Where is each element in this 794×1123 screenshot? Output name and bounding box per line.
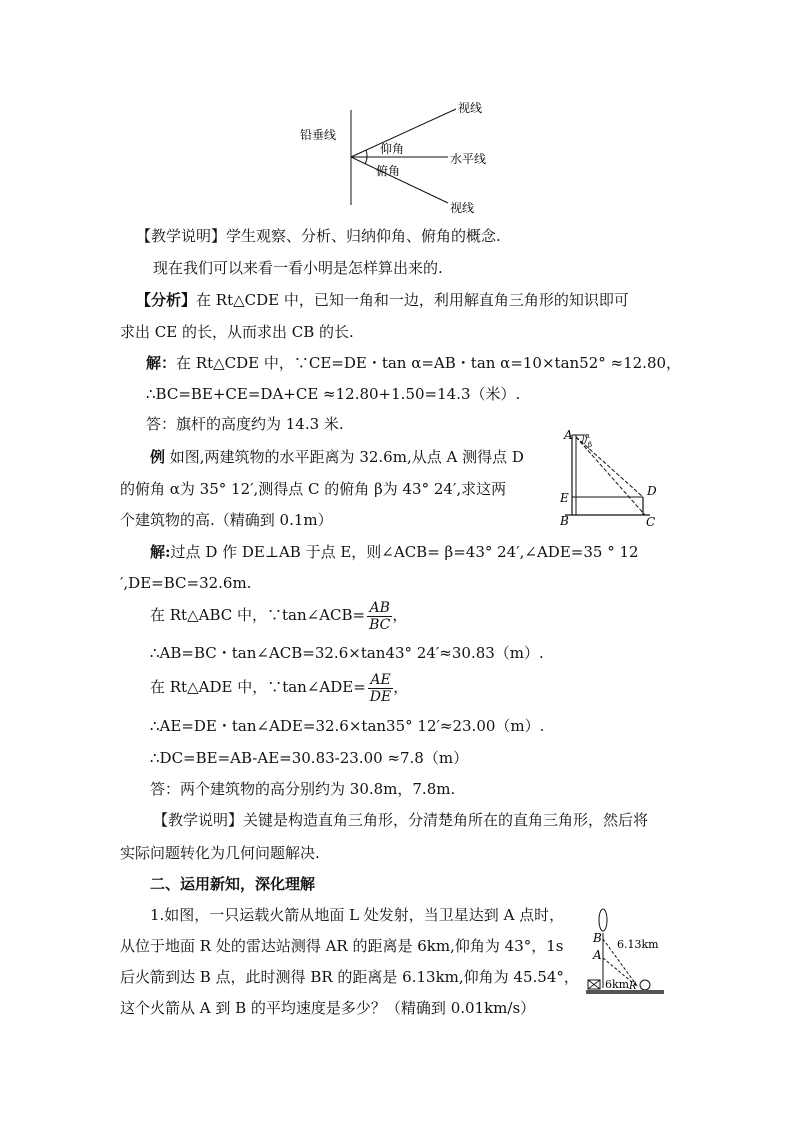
fraction-denominator: BC <box>369 616 391 633</box>
transition-text: 现在我们可以来看一看小明是怎样算出来的. <box>153 259 443 277</box>
beta-label: β <box>588 441 593 449</box>
distance-br-label: 6.13km <box>617 938 659 951</box>
angle-concept-diagram <box>290 95 510 220</box>
fraction-numerator: AE <box>368 672 393 689</box>
example-line-2: 的俯角 α为 35° 12′,测得点 C 的俯角 β为 43° 24′,求这两 <box>120 480 507 498</box>
point-r-label: R <box>629 981 637 992</box>
teaching-note-1 <box>136 226 501 246</box>
teaching-note-bracket: 【教学说明】 <box>136 227 227 245</box>
example-line-3: 个建筑物的高.（精确到 0.1m） <box>120 511 333 529</box>
fraction-ab-bc <box>367 600 392 633</box>
radar-icon <box>640 980 650 990</box>
solution2-line-6: ∴AE=DE・tan∠ADE=32.6×tan35° 12′≈23.00（m）. <box>150 717 545 735</box>
rocket-radar-diagram <box>583 905 673 1008</box>
analysis-line-2: 求出 CE 的长，从而求出 CB 的长. <box>120 323 354 341</box>
fraction-numerator: AB <box>367 600 392 617</box>
solution1-line-2: ∴BC=BE+CE=DA+CE ≈12.80+1.50=14.3（米）. <box>146 385 521 403</box>
solution2-answer: 答：两个建筑物的高分别约为 30.8m，7.8m. <box>150 780 456 798</box>
analysis-text-1: 在 Rt△CDE 中，已知一角和一边，利用解直角三角形的知识即可 <box>196 291 629 309</box>
problem1-line-2: 从位于地面 R 处的雷达站测得 AR 的距离是 6km,仰角为 43°，1s <box>120 937 564 955</box>
comma: ， <box>392 606 408 624</box>
solution1-text-1: 在 Rt△CDE 中，∵CE=DE・tan α=AB・tan α=10×tan52° ≈12.80， <box>176 354 682 372</box>
point-b-label: B <box>560 514 569 528</box>
point-c-label: C <box>646 515 656 529</box>
solution2-line-4: ∴AB=BC・tan∠ACB=32.6×tan43° 24′≈30.83（m）. <box>150 644 544 662</box>
solution1-answer: 答：旗杆的高度约为 14.3 米. <box>146 415 344 433</box>
fraction-ae-de <box>368 672 393 705</box>
depression-label: 俯角 <box>376 164 401 178</box>
point-b-label: B <box>593 931 602 945</box>
point-d-label: D <box>647 484 657 498</box>
teaching-note-2-line-2: 实际问题转化为几何问题解决. <box>120 844 320 862</box>
rocket-icon <box>599 909 607 931</box>
solution2-text-1: 过点 D 作 DE⊥AB 于点 E，则∠ACB= β=43° 24′,∠ADE=35 ° 12 <box>170 543 639 561</box>
example-text-1: 如图,两建筑物的水平距离为 32.6m,从点 A 测得点 D <box>165 448 524 466</box>
analysis-line-1 <box>136 290 629 310</box>
solution1-line-1 <box>146 353 681 373</box>
tan-acb-text: 在 Rt△ABC 中，∵tan∠ACB= <box>150 606 366 624</box>
distance-ar-label: 6km <box>605 978 630 991</box>
teaching-note-text-1: 关键是构造直角三角形，分清楚角所在的直角三角形，然后将 <box>243 811 649 829</box>
solution2-line-7: ∴DC=BE=AB-AE=30.83-23.00 ≈7.8（m） <box>150 749 469 767</box>
solution2-line-1 <box>150 542 639 562</box>
vertical-label: 铅垂线 <box>300 128 337 142</box>
sight-bottom-label: 视线 <box>450 201 475 215</box>
buildings-diagram <box>555 425 665 533</box>
comma: ， <box>393 678 409 696</box>
example-label: 例 <box>150 448 166 466</box>
problem1-line-3: 后火箭到达 B 点，此时测得 BR 的距离是 6.13km,仰角为 45.54°， <box>120 968 579 986</box>
teaching-note-text: 学生观察、分析、归纳仰角、俯角的概念. <box>226 227 501 245</box>
point-e-label: E <box>560 491 569 505</box>
solution2-line-2: ′,DE=BC=32.6m. <box>120 574 252 592</box>
solution2-line-3 <box>150 598 407 633</box>
problem1-line-1: 1.如图，一只运载火箭从地面 L 处发射，当卫星达到 A 点时， <box>150 906 565 924</box>
point-a-label: A <box>593 948 602 962</box>
sight-ad <box>576 437 643 497</box>
point-a-label: A <box>564 428 573 442</box>
section-heading: 二、运用新知，深化理解 <box>150 875 316 893</box>
example-line-1 <box>150 447 524 467</box>
solution2-line-5 <box>150 670 408 705</box>
analysis-bracket: 【分析】 <box>136 291 197 309</box>
sight-top-label: 视线 <box>458 101 483 115</box>
solution1-label: 解： <box>146 354 177 372</box>
teaching-note-bracket: 【教学说明】 <box>153 811 244 829</box>
fraction-denominator: DE <box>369 688 392 705</box>
tan-ade-text: 在 Rt△ADE 中，∵tan∠ADE= <box>150 678 366 696</box>
teaching-note-2-line-1 <box>153 810 648 830</box>
alpha-label: α <box>585 432 590 440</box>
elevation-arc <box>366 150 367 157</box>
horizontal-label: 水平线 <box>450 152 487 166</box>
problem1-line-4: 这个火箭从 A 到 B 的平均速度是多少？（精确到 0.01km/s） <box>120 999 536 1017</box>
elevation-label: 仰角 <box>380 142 405 156</box>
solution2-label: 解: <box>150 543 171 561</box>
depression-arc <box>365 157 367 164</box>
sight-ac <box>576 437 645 515</box>
